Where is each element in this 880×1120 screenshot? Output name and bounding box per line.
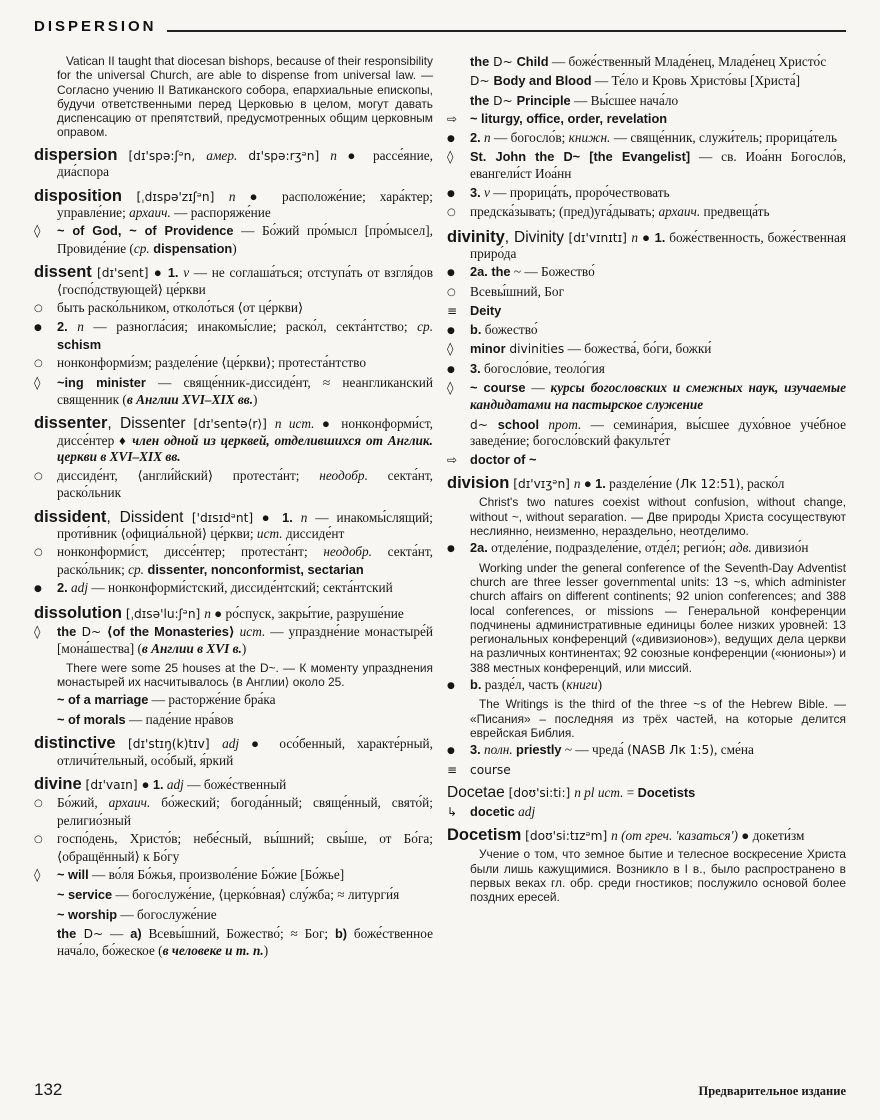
guide-word: DISPERSION xyxy=(34,18,157,35)
circle-icon: ○ xyxy=(34,547,43,559)
phrase-line: ~ worship — богослуже́ние xyxy=(57,906,217,922)
bullet-icon: ● xyxy=(447,325,455,336)
bullet-icon: ● xyxy=(447,746,455,757)
sense-line: ● 2a. отделе́ние, подразделе́ние, отде́л; регио́н; адв. дивизио́н xyxy=(447,540,846,557)
sense-line: ● b. божество́ xyxy=(447,322,846,339)
sense-line: ◊ ~ of God, ~ of Providence — Бо́жий про́мысл [про́мысел], Провиде́ние (ср. dispensation) xyxy=(34,223,433,256)
usage-example: Working under the general conference of the Seventh-Day Adventist church are three lesser governmental units: 13 ~s, which administer church affairs on different continents; 92 union conferences; and 388 local conferences, or missions — Генеральной конференции подчинены административные единицы более низких уровней: 13 региональных конференций («дивизионов»), ведущих дела церкви на различных континентах; 92 союзные конференции («юнионы») и 388 местных конференций, или миссий. xyxy=(470,560,846,675)
phrase-line: the D~ Child — боже́ственный Младе́нец, Младе́нец Христо́с xyxy=(470,54,827,69)
diamond-icon: ◊ xyxy=(447,380,454,396)
usage-example: Vatican II taught that diocesan bishops, because of their responsibility for the universal Church, are able to dispense from universal law. — Согласно учению II Ватиканского собора, епархиальные епископы, будучи ответственными перед Церковью в целом, могут давать диспенсацию от препятствий, предусмотренных общим церковным оправом. xyxy=(57,54,433,140)
sense-line: ● 2. n — богосло́в; книжн. — свяще́нник, служи́тель; прорица́тель xyxy=(447,130,846,147)
entry-dissolution: dissolution [ˌdɪsə'lu:ʃᵊn] n ● ро́спуск, закры́тие, разруше́ние xyxy=(34,603,404,622)
sense-line: ↳ docetic adj xyxy=(447,803,536,819)
sense-line: ○ нонконформи́зм; разделе́ние ⟨це́ркви⟩; протеста́нтство xyxy=(34,355,433,372)
sense-line: ○ госпо́день, Христо́в; небе́сный, вы́шний; свы́ше, от Бо́га; ⟨обращённый⟩ к Бо́гу xyxy=(34,831,433,864)
sense-line: ≡ course xyxy=(447,762,511,777)
entry-divine: divine [dɪ'vaɪn] ● 1. adj — боже́ственный xyxy=(34,774,287,793)
equiv-icon: ≡ xyxy=(447,304,458,319)
right-column xyxy=(447,51,846,959)
bullet-icon: ● xyxy=(447,268,455,279)
two-column-body xyxy=(34,51,846,959)
phrase-line: ~ of a marriage — расторже́ние бра́ка xyxy=(57,692,276,708)
sense-line: ● 3. v — прорица́ть, проро́чествовать xyxy=(447,185,846,202)
phrase-line: ~ of morals — паде́ние нра́вов xyxy=(57,711,234,727)
bullet-icon: ● xyxy=(447,681,455,692)
arrow-icon: ⇨ xyxy=(447,112,458,127)
circle-icon: ○ xyxy=(34,470,43,482)
sense-line: ● 2. n — разногла́сия; инакомы́слие; раско́л, секта́нтство; ср. schism xyxy=(34,319,434,352)
sense-line: ○ быть раско́льником, отколо́ться ⟨от це́ркви⟩ xyxy=(34,300,433,317)
usage-example: Christ's two natures coexist without confusion, without change, without ~, without separation. — Две природы Христа сосуществуют неслиянно, неизменно, нераздельно, неотделимо. xyxy=(470,495,846,538)
sense-line: ○ нонконформи́ст, диссе́нтер; протеста́нт; неодобр. секта́нт, раско́льник; ср. dissenter, nonconformist, sectarian xyxy=(34,544,434,577)
diamond-icon: ◊ xyxy=(34,624,41,640)
arrow-icon: ⇨ xyxy=(447,452,458,467)
bullet-icon: ● xyxy=(447,133,455,144)
sense-line: ● b. разде́л, часть (книги) xyxy=(447,677,846,694)
sense-line: ● 2. adj — нонконформи́стский, диссиде́нтский; секта́нтский xyxy=(34,580,433,597)
bullet-icon: ● xyxy=(34,584,42,595)
sense-line: ◊ ~ course — курсы богословских и смежных наук, изучаемые кандидатами на пастырское служение xyxy=(447,379,846,413)
circle-icon: ○ xyxy=(34,358,43,370)
phrase-line: d~ school прот. — семина́рия, вы́сшее духо́вное уче́бное заведе́ние; богосло́вский факульте́т xyxy=(470,416,847,449)
circle-icon: ○ xyxy=(447,207,456,219)
phrase-line: the D~ — a) Всевы́шний, Божество́; ≈ Бог; b) боже́ственное нача́ло, бо́жеское (в человеке и т. п.) xyxy=(57,926,433,958)
sense-line: ● 3. полн. priestly ~ — чреда́ (NASB Лк 1:5), сме́на xyxy=(447,742,846,759)
entry-docetism: Docetism [doʊ'si:tɪzᵊm] n (от греч. 'казаться') ● докети́зм xyxy=(447,825,805,844)
sense-line: ≡ Deity xyxy=(447,303,502,319)
left-column xyxy=(34,51,433,959)
usage-example: The Writings is the third of the three ~s of the Hebrew Bible. — «Писания» – последняя из трёх частей, на которые делится еврейская Библия. xyxy=(470,697,846,741)
sense-line: ● 2a. the ~ — Божество́ xyxy=(447,264,846,281)
entry-dissent: dissent [dɪ'sent] ● 1. v — не соглаша́ться; отступа́ть от взгля́дов ⟨госпо́дствующей⟩ це́ркви xyxy=(34,263,433,297)
diamond-icon: ◊ xyxy=(34,375,41,391)
sense-line: ◊ minor divinities — божества́, бо́ги, божки́ xyxy=(447,341,712,358)
page-number: 132 xyxy=(34,1080,63,1099)
sense-line: ◊ the D~ ⟨of the Monasteries⟩ ист. — упраздне́ние монастыре́й [мона́шества] (в Англии в XVI в.) xyxy=(34,623,434,657)
entry-dispersion: dispersion [dɪ'spə:ʃᵊn, амер. dɪ'spə:rʒᵊn] n ● рассе́яние, диа́спора xyxy=(34,145,434,180)
sense-line: ● 3. богосло́вие, теоло́гия xyxy=(447,361,846,378)
sense-line: ○ предска́зывать; (пред)уга́дывать; архаич. предвеща́ть xyxy=(447,204,846,221)
entry-dissenter: dissenter, Dissenter [dɪ'sentə⟨r⟩] n ист. ● нонконформи́ст, диссе́нтер ♦ член одной из церквей, отделившихся от Англик. церкви в XVI–XIX вв. xyxy=(34,414,433,465)
bullet-icon: ● xyxy=(34,323,42,334)
phrase-line: the D~ Principle — Вы́сшее нача́ло xyxy=(470,92,679,108)
entry-divinity: divinity, Divinity [dɪ'vɪnɪtɪ] n ● 1. боже́ственность, боже́ственная приро́да xyxy=(447,227,846,262)
circle-icon: ○ xyxy=(34,834,43,846)
bullet-icon: ● xyxy=(447,544,455,555)
sense-line: ⇨ doctor of ~ xyxy=(447,451,537,467)
header-rule xyxy=(167,30,846,32)
entry-division: division [dɪ'vɪʒᵊn] n ● 1. разделе́ние (Лк 12:51), раско́л xyxy=(447,473,785,492)
page-footer xyxy=(34,1080,846,1100)
sense-line: ◊ ~ing minister — свяще́нник-диссиде́нт, ≈ неангликанский священник (в Англии XVI–XIX вв.) xyxy=(34,374,433,408)
circle-icon: ○ xyxy=(34,798,43,810)
circle-icon: ○ xyxy=(34,303,43,315)
entry-dissident: dissident, Dissident ['dɪsɪdᵊnt] ● 1. n — инакомы́слящий; проти́вник ⟨официа́льной⟩ це́ркви; ист. диссиде́нт xyxy=(34,507,433,541)
circle-icon: ○ xyxy=(447,286,456,298)
equiv-icon: ≡ xyxy=(447,762,458,777)
phrase-line: D~ Body and Blood — Те́ло и Кровь Христо́вы [Христа́] xyxy=(470,73,801,89)
diamond-icon: ◊ xyxy=(34,224,41,240)
diamond-icon: ◊ xyxy=(34,868,41,883)
sense-line: ◊ ~ will — во́ля Бо́жья, произволе́ние Бо́жие [Бо́жье] xyxy=(34,867,345,883)
usage-example: There were some 25 houses at the D~. — К моменту упразднения монастырей их насчитывалось ⟨в Англии⟩ около 25. xyxy=(57,660,433,690)
sense-line: ◊ St. John the D~ [the Evangelist] — св. Иоа́нн Богосло́в, евангели́ст Иоа́нн xyxy=(447,149,846,182)
page-header xyxy=(34,18,846,35)
diamond-icon: ◊ xyxy=(447,150,454,166)
deriv-icon: ↳ xyxy=(447,804,458,819)
usage-example: Учение о том, что земное бытие и телесное воскресение Христа были лишь кажущимися. Возникло в I в., было распространено в первых веках гл. обр. среди гностиков; послужило основой более поздних ересей. xyxy=(470,847,846,905)
entry-disposition: disposition [ˌdɪspə'zɪʃᵊn] n ● расположе́ние; хара́ктер; управле́ние; архаич. — распоряже́ние xyxy=(34,186,433,220)
diamond-icon: ◊ xyxy=(447,342,454,358)
bullet-icon: ● xyxy=(447,188,455,199)
phrase-line: ~ service — богослуже́ние, ⟨церко́вная⟩ слу́жба; ≈ литурги́я xyxy=(57,887,400,903)
bullet-icon: ● xyxy=(447,364,455,375)
sense-line: ○ Бо́жий, архаич. бо́жеский; богода́нный; свяще́нный, свято́й; религио́зный xyxy=(34,795,433,828)
sense-line: ⇨ ~ liturgy, office, order, revelation xyxy=(447,111,668,127)
entry-distinctive: distinctive [dɪ'stɪŋ(k)tɪv] adj ● осо́бенный, характе́рный, отличи́тельный, осо́бый, я́ркий xyxy=(34,734,433,768)
sense-line: ○ диссиде́нт, ⟨англи́йский⟩ протеста́нт; неодобр. секта́нт, раско́льник xyxy=(34,467,433,501)
edition-note: Предварительное издание xyxy=(698,1084,846,1098)
sense-line: ○ Всевы́шний, Бог xyxy=(447,284,846,301)
entry-docetae: Docetae [doʊ'si:ti:] n pl ист. = Docetists xyxy=(447,784,696,802)
